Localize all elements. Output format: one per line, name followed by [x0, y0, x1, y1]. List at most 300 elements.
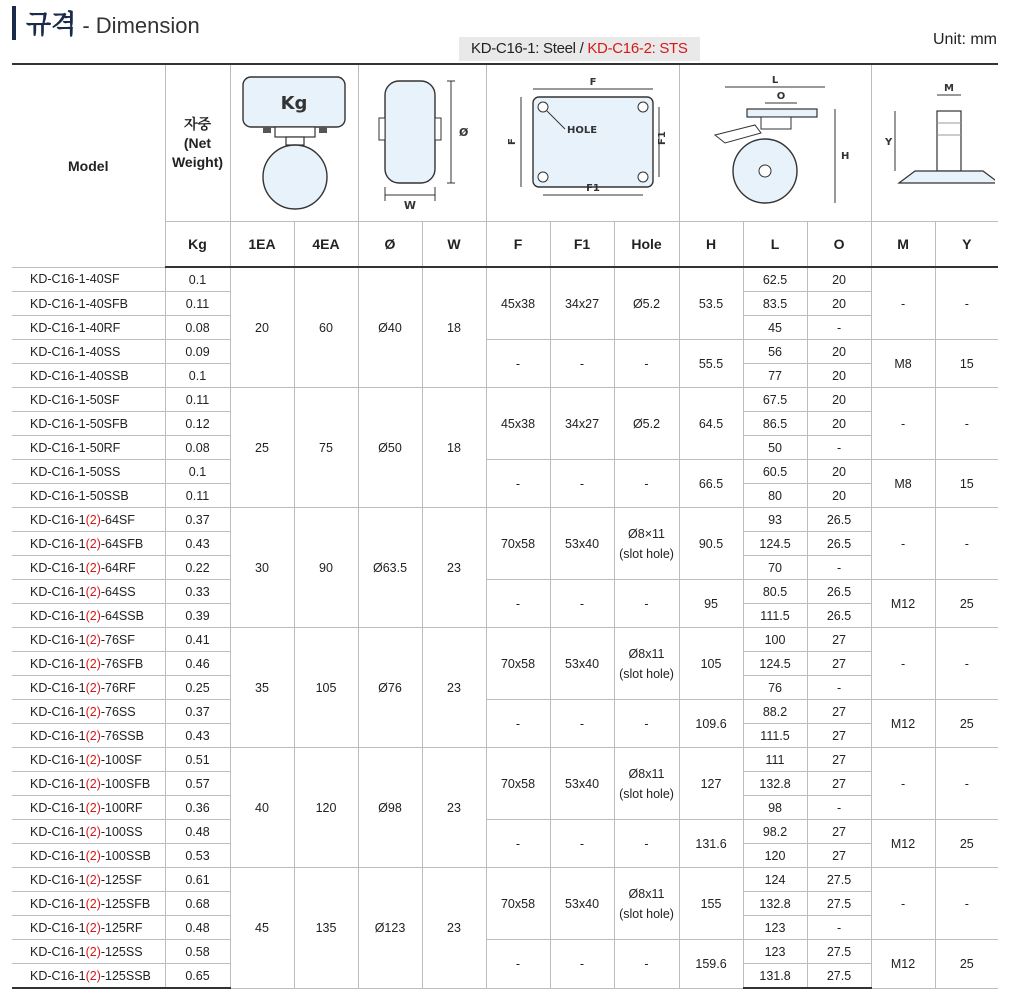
header-diameter: Ø	[358, 222, 422, 268]
model-cell	[12, 748, 165, 772]
plate-hole-cell: Ø8x11 (slot hole)	[614, 748, 679, 820]
plate-f-cell: 45x38	[486, 267, 550, 340]
table-row	[12, 267, 998, 292]
wheel-diameter-cell: Ø98	[358, 748, 422, 868]
net-weight-cell: 0.11	[165, 388, 230, 412]
stem-f1-cell: -	[550, 460, 614, 508]
model-suffix: -125RF	[100, 920, 143, 935]
stem-thread-m-cell: M12	[871, 940, 935, 989]
model-prefix: KD-C16-1	[30, 752, 86, 767]
length-l-cell: 100	[743, 628, 807, 652]
stem-f-cell: -	[486, 820, 550, 868]
load-4ea-cell: 60	[294, 267, 358, 388]
model-prefix: KD-C16-1	[30, 608, 86, 623]
model-prefix: KD-C16-1	[30, 920, 86, 935]
length-l-cell: 88.2	[743, 700, 807, 724]
model-sts-variant: (2)	[85, 608, 101, 623]
stem-height-cell: 66.5	[679, 460, 743, 508]
model-sts-variant: (2)	[85, 512, 101, 527]
wheel-diameter-cell: Ø76	[358, 628, 422, 748]
table-row	[12, 388, 998, 412]
model-prefix: KD-C16-1	[30, 848, 86, 863]
stem-hole-cell: -	[614, 460, 679, 508]
title-english: Dimension	[95, 13, 200, 38]
wheel-width-icon	[367, 73, 477, 213]
model-suffix: -76SFB	[100, 656, 144, 671]
length-l-cell: 123	[743, 916, 807, 940]
plate-y-cell: -	[935, 508, 998, 580]
offset-o-cell: 20	[807, 484, 871, 508]
stem-f-cell: -	[486, 580, 550, 628]
plate-y-cell: -	[935, 868, 998, 940]
model-suffix: -100SFB	[100, 776, 151, 791]
plate-f1-cell: 53x40	[550, 748, 614, 820]
model-cell	[12, 460, 165, 484]
model-sts-variant: (2)	[85, 824, 101, 839]
model-prefix: KD-C16-1	[30, 392, 86, 407]
length-l-cell: 124	[743, 868, 807, 892]
material-legend	[459, 37, 700, 61]
load-4ea-cell: 120	[294, 748, 358, 868]
model-cell	[12, 772, 165, 796]
stem-length-y-cell: 15	[935, 460, 998, 508]
model-suffix: -76RF	[100, 680, 136, 695]
net-weight-cell: 0.33	[165, 580, 230, 604]
unit-label: Unit: mm	[933, 31, 997, 48]
model-sts-variant: (2)	[85, 896, 101, 911]
model-suffix: -125SS	[100, 944, 143, 959]
model-suffix: -64SS	[100, 584, 136, 599]
stem-f-cell: -	[486, 340, 550, 388]
plate-f1-side-label: F1	[656, 131, 668, 145]
table-row	[12, 508, 998, 532]
plate-f1-cell: 34x27	[550, 267, 614, 340]
model-cell	[12, 868, 165, 892]
net-weight-cell: 0.41	[165, 628, 230, 652]
model-suffix: -40SF	[85, 272, 120, 287]
table-row	[12, 460, 998, 484]
length-l-cell: 111.5	[743, 604, 807, 628]
model-sts-variant: (2)	[85, 728, 101, 743]
net-weight-cell: 0.1	[165, 460, 230, 484]
net-weight-cell: 0.37	[165, 700, 230, 724]
model-prefix: KD-C16-1	[30, 704, 86, 719]
model-cell	[12, 964, 165, 989]
page-title	[26, 4, 200, 41]
plate-f1-bottom-label: F1	[585, 183, 600, 194]
stem-hole-cell: -	[614, 940, 679, 989]
length-l-cell: 50	[743, 436, 807, 460]
wheel-diameter-cell: Ø63.5	[358, 508, 422, 628]
plate-hole-cell: Ø8x11 (slot hole)	[614, 628, 679, 700]
model-sts-variant: (2)	[85, 968, 101, 983]
load-1ea-cell: 35	[230, 628, 294, 748]
offset-o-cell: 26.5	[807, 532, 871, 556]
model-prefix: KD-C16-1	[30, 512, 86, 527]
length-l-cell: 132.8	[743, 772, 807, 796]
table-row	[12, 628, 998, 652]
net-weight-cell: 0.08	[165, 316, 230, 340]
net-weight-cell: 0.53	[165, 844, 230, 868]
top-plate-diagram	[486, 64, 679, 222]
table-body	[12, 267, 998, 988]
dimension-table	[12, 63, 998, 989]
model-sts-variant: (2)	[85, 704, 101, 719]
stem-thread-m-cell: M12	[871, 700, 935, 748]
model-prefix: KD-C16-1	[30, 344, 86, 359]
material-sts: KD-C16-2: STS	[587, 40, 688, 57]
caster-o-label: O	[776, 91, 786, 102]
stem-hole-cell: -	[614, 340, 679, 388]
net-weight-cell: 0.25	[165, 676, 230, 700]
model-suffix: -100SS	[100, 824, 143, 839]
plate-f-cell: 70x58	[486, 748, 550, 820]
header-model: Model	[12, 64, 165, 267]
offset-o-cell: -	[807, 676, 871, 700]
model-cell	[12, 796, 165, 820]
offset-o-cell: 20	[807, 412, 871, 436]
length-l-cell: 67.5	[743, 388, 807, 412]
stem-length-y-cell: 25	[935, 940, 998, 989]
wheel-width-cell: 23	[422, 868, 486, 989]
offset-o-cell: -	[807, 556, 871, 580]
plate-f-side-label: F	[506, 138, 518, 145]
plate-height-cell: 155	[679, 868, 743, 940]
offset-o-cell: 27	[807, 628, 871, 652]
stem-thread-m-cell: M8	[871, 460, 935, 508]
length-l-cell: 98.2	[743, 820, 807, 844]
wheel-width-cell: 23	[422, 748, 486, 868]
model-cell	[12, 892, 165, 916]
wheel-diameter-cell: Ø123	[358, 868, 422, 989]
table-row	[12, 940, 998, 964]
plate-m-cell: -	[871, 748, 935, 820]
length-l-cell: 111	[743, 748, 807, 772]
model-prefix: KD-C16-1	[30, 440, 86, 455]
plate-height-cell: 127	[679, 748, 743, 820]
length-l-cell: 131.8	[743, 964, 807, 989]
plate-height-cell: 64.5	[679, 388, 743, 460]
offset-o-cell: -	[807, 916, 871, 940]
model-suffix: -40SFB	[85, 296, 128, 311]
stem-f-cell: -	[486, 700, 550, 748]
length-l-cell: 98	[743, 796, 807, 820]
plate-f1-cell: 53x40	[550, 868, 614, 940]
length-l-cell: 45	[743, 316, 807, 340]
length-l-cell: 76	[743, 676, 807, 700]
model-prefix: KD-C16-1	[30, 464, 86, 479]
model-prefix: KD-C16-1	[30, 536, 86, 551]
stem-length-y-cell: 15	[935, 340, 998, 388]
model-suffix: -76SS	[100, 704, 136, 719]
length-l-cell: 62.5	[743, 267, 807, 292]
caster-load-icon	[239, 73, 349, 213]
plate-y-cell: -	[935, 388, 998, 460]
model-suffix: -50SFB	[85, 416, 128, 431]
model-sts-variant: (2)	[85, 632, 101, 647]
header-h: H	[679, 222, 743, 268]
stem-height-cell: 55.5	[679, 340, 743, 388]
net-weight-cell: 0.08	[165, 436, 230, 460]
table-row	[12, 580, 998, 604]
plate-y-cell: -	[935, 748, 998, 820]
plate-f-cell: 70x58	[486, 628, 550, 700]
stem-height-cell: 159.6	[679, 940, 743, 989]
load-1ea-cell: 40	[230, 748, 294, 868]
plate-f-top-label: F	[589, 77, 596, 88]
material-steel: KD-C16-1: Steel /	[471, 40, 588, 57]
stem-height-cell: 131.6	[679, 820, 743, 868]
model-prefix: KD-C16-1	[30, 584, 86, 599]
net-weight-cell: 0.65	[165, 964, 230, 989]
model-sts-variant: (2)	[85, 872, 101, 887]
plate-hole-cell: Ø5.2	[614, 267, 679, 340]
model-cell	[12, 628, 165, 652]
net-weight-cell: 0.48	[165, 916, 230, 940]
length-l-cell: 93	[743, 508, 807, 532]
offset-o-cell: 20	[807, 388, 871, 412]
net-weight-cell: 0.11	[165, 484, 230, 508]
plate-hole-cell: Ø8×11 (slot hole)	[614, 508, 679, 580]
stem-length-y-cell: 25	[935, 820, 998, 868]
length-l-cell: 80.5	[743, 580, 807, 604]
model-sts-variant: (2)	[85, 560, 101, 575]
offset-o-cell: 26.5	[807, 508, 871, 532]
stem-diagram	[871, 64, 998, 222]
offset-o-cell: 20	[807, 340, 871, 364]
model-suffix: -64SFB	[100, 536, 144, 551]
model-cell	[12, 844, 165, 868]
net-weight-cell: 0.48	[165, 820, 230, 844]
net-weight-cell: 0.61	[165, 868, 230, 892]
net-weight-cell: 0.11	[165, 292, 230, 316]
model-prefix: KD-C16-1	[30, 272, 86, 287]
table-row	[12, 868, 998, 892]
net-weight-cell: 0.1	[165, 267, 230, 292]
model-suffix: -64SSB	[100, 608, 144, 623]
model-sts-variant: (2)	[85, 776, 101, 791]
model-suffix: -100SF	[100, 752, 142, 767]
header-f: F	[486, 222, 550, 268]
plate-f1-cell: 53x40	[550, 508, 614, 580]
net-weight-cell: 0.1	[165, 364, 230, 388]
length-l-cell: 83.5	[743, 292, 807, 316]
load-4ea-cell: 75	[294, 388, 358, 508]
model-cell	[12, 267, 165, 292]
offset-o-cell: 27	[807, 844, 871, 868]
offset-o-cell: 27	[807, 700, 871, 724]
net-weight-cell: 0.58	[165, 940, 230, 964]
model-suffix: -76SSB	[100, 728, 144, 743]
model-cell	[12, 508, 165, 532]
plate-height-cell: 90.5	[679, 508, 743, 580]
offset-o-cell: 20	[807, 292, 871, 316]
dia-label: Ø	[459, 126, 469, 139]
model-suffix: -50SSB	[85, 488, 129, 503]
model-suffix: -100SSB	[100, 848, 151, 863]
offset-o-cell: -	[807, 316, 871, 340]
net-weight-cell: 0.09	[165, 340, 230, 364]
offset-o-cell: 20	[807, 364, 871, 388]
stem-m-label: M	[943, 83, 954, 94]
load-capacity-diagram	[230, 64, 358, 222]
plate-hole-cell: Ø5.2	[614, 388, 679, 460]
stem-hole-cell: -	[614, 700, 679, 748]
net-weight-cell: 0.22	[165, 556, 230, 580]
caster-height-icon	[685, 73, 865, 213]
w-label: W	[403, 199, 417, 212]
offset-o-cell: 27.5	[807, 940, 871, 964]
model-prefix: KD-C16-1	[30, 944, 86, 959]
header-kg: Kg	[165, 222, 230, 268]
model-cell	[12, 340, 165, 364]
model-prefix: KD-C16-1	[30, 296, 86, 311]
model-prefix: KD-C16-1	[30, 656, 86, 671]
wheel-width-cell: 23	[422, 628, 486, 748]
plate-f-cell: 45x38	[486, 388, 550, 460]
length-l-cell: 120	[743, 844, 807, 868]
offset-o-cell: 27	[807, 724, 871, 748]
model-prefix: KD-C16-1	[30, 632, 86, 647]
length-l-cell: 56	[743, 340, 807, 364]
caster-l-label: L	[771, 75, 779, 86]
caster-side-diagram	[679, 64, 871, 222]
offset-o-cell: 27.5	[807, 868, 871, 892]
length-l-cell: 86.5	[743, 412, 807, 436]
model-prefix: KD-C16-1	[30, 728, 86, 743]
table-row	[12, 340, 998, 364]
model-cell	[12, 580, 165, 604]
net-weight-cell: 0.46	[165, 652, 230, 676]
wheel-side-diagram	[358, 64, 486, 222]
model-cell	[12, 700, 165, 724]
model-cell	[12, 676, 165, 700]
stem-f1-cell: -	[550, 700, 614, 748]
model-prefix: KD-C16-1	[30, 560, 86, 575]
length-l-cell: 70	[743, 556, 807, 580]
model-prefix: KD-C16-1	[30, 776, 86, 791]
stem-f1-cell: -	[550, 940, 614, 989]
table-row	[12, 748, 998, 772]
model-prefix: KD-C16-1	[30, 488, 86, 503]
table-row	[12, 820, 998, 844]
header-1ea: 1EA	[230, 222, 294, 268]
length-l-cell: 124.5	[743, 532, 807, 556]
model-prefix: KD-C16-1	[30, 968, 86, 983]
offset-o-cell: 20	[807, 267, 871, 292]
header-4ea: 4EA	[294, 222, 358, 268]
stem-hole-cell: -	[614, 580, 679, 628]
header-y: Y	[935, 222, 998, 268]
wheel-width-cell: 18	[422, 388, 486, 508]
wheel-diameter-cell: Ø50	[358, 388, 422, 508]
model-suffix: -64SF	[100, 512, 135, 527]
offset-o-cell: 27	[807, 820, 871, 844]
model-cell	[12, 916, 165, 940]
model-cell	[12, 604, 165, 628]
title-accent-bar	[12, 6, 16, 40]
net-weight-cell: 0.51	[165, 748, 230, 772]
model-cell	[12, 532, 165, 556]
model-suffix: -125SF	[100, 872, 142, 887]
header-l: L	[743, 222, 807, 268]
model-sts-variant: (2)	[85, 680, 101, 695]
plate-hole-cell: Ø8x11 (slot hole)	[614, 868, 679, 940]
offset-o-cell: 27	[807, 748, 871, 772]
plate-f1-cell: 34x27	[550, 388, 614, 460]
load-4ea-cell: 135	[294, 868, 358, 989]
header-width: W	[422, 222, 486, 268]
header-m: M	[871, 222, 935, 268]
offset-o-cell: 27	[807, 772, 871, 796]
offset-o-cell: 27	[807, 652, 871, 676]
load-4ea-cell: 90	[294, 508, 358, 628]
model-prefix: KD-C16-1	[30, 824, 86, 839]
net-weight-cell: 0.39	[165, 604, 230, 628]
model-sts-variant: (2)	[85, 536, 101, 551]
model-prefix: KD-C16-1	[30, 872, 86, 887]
plate-f1-cell: 53x40	[550, 628, 614, 700]
length-l-cell: 60.5	[743, 460, 807, 484]
model-suffix: -40SS	[85, 344, 121, 359]
model-sts-variant: (2)	[85, 752, 101, 767]
model-cell	[12, 412, 165, 436]
model-suffix: -76SF	[100, 632, 135, 647]
threaded-stem-icon	[875, 73, 995, 213]
model-cell	[12, 364, 165, 388]
model-cell	[12, 556, 165, 580]
offset-o-cell: 20	[807, 460, 871, 484]
stem-thread-m-cell: M12	[871, 820, 935, 868]
net-weight-cell: 0.43	[165, 724, 230, 748]
table-row	[12, 700, 998, 724]
model-suffix: -64RF	[100, 560, 136, 575]
header-hole: Hole	[614, 222, 679, 268]
top-plate-icon	[493, 73, 673, 213]
model-cell	[12, 316, 165, 340]
model-cell	[12, 820, 165, 844]
caster-h-label: H	[841, 151, 850, 162]
load-1ea-cell: 30	[230, 508, 294, 628]
length-l-cell: 123	[743, 940, 807, 964]
model-suffix: -50SS	[85, 464, 121, 479]
model-suffix: -40RF	[85, 320, 121, 335]
plate-m-cell: -	[871, 868, 935, 940]
plate-height-cell: 53.5	[679, 267, 743, 340]
load-1ea-cell: 20	[230, 267, 294, 388]
offset-o-cell: 27.5	[807, 964, 871, 989]
stem-y-label: Y	[884, 137, 893, 148]
length-l-cell: 80	[743, 484, 807, 508]
length-l-cell: 77	[743, 364, 807, 388]
title-separator: -	[76, 13, 96, 38]
stem-f1-cell: -	[550, 820, 614, 868]
offset-o-cell: 27.5	[807, 892, 871, 916]
stem-f1-cell: -	[550, 580, 614, 628]
stem-hole-cell: -	[614, 820, 679, 868]
model-cell	[12, 388, 165, 412]
model-suffix: -125SFB	[100, 896, 151, 911]
net-weight-cell: 0.36	[165, 796, 230, 820]
plate-m-cell: -	[871, 267, 935, 340]
header-f1: F1	[550, 222, 614, 268]
model-prefix: KD-C16-1	[30, 896, 86, 911]
model-suffix: -125SSB	[100, 968, 151, 983]
length-l-cell: 124.5	[743, 652, 807, 676]
load-kg-label: Kg	[280, 93, 308, 114]
model-suffix: -40SSB	[85, 368, 129, 383]
model-cell	[12, 724, 165, 748]
